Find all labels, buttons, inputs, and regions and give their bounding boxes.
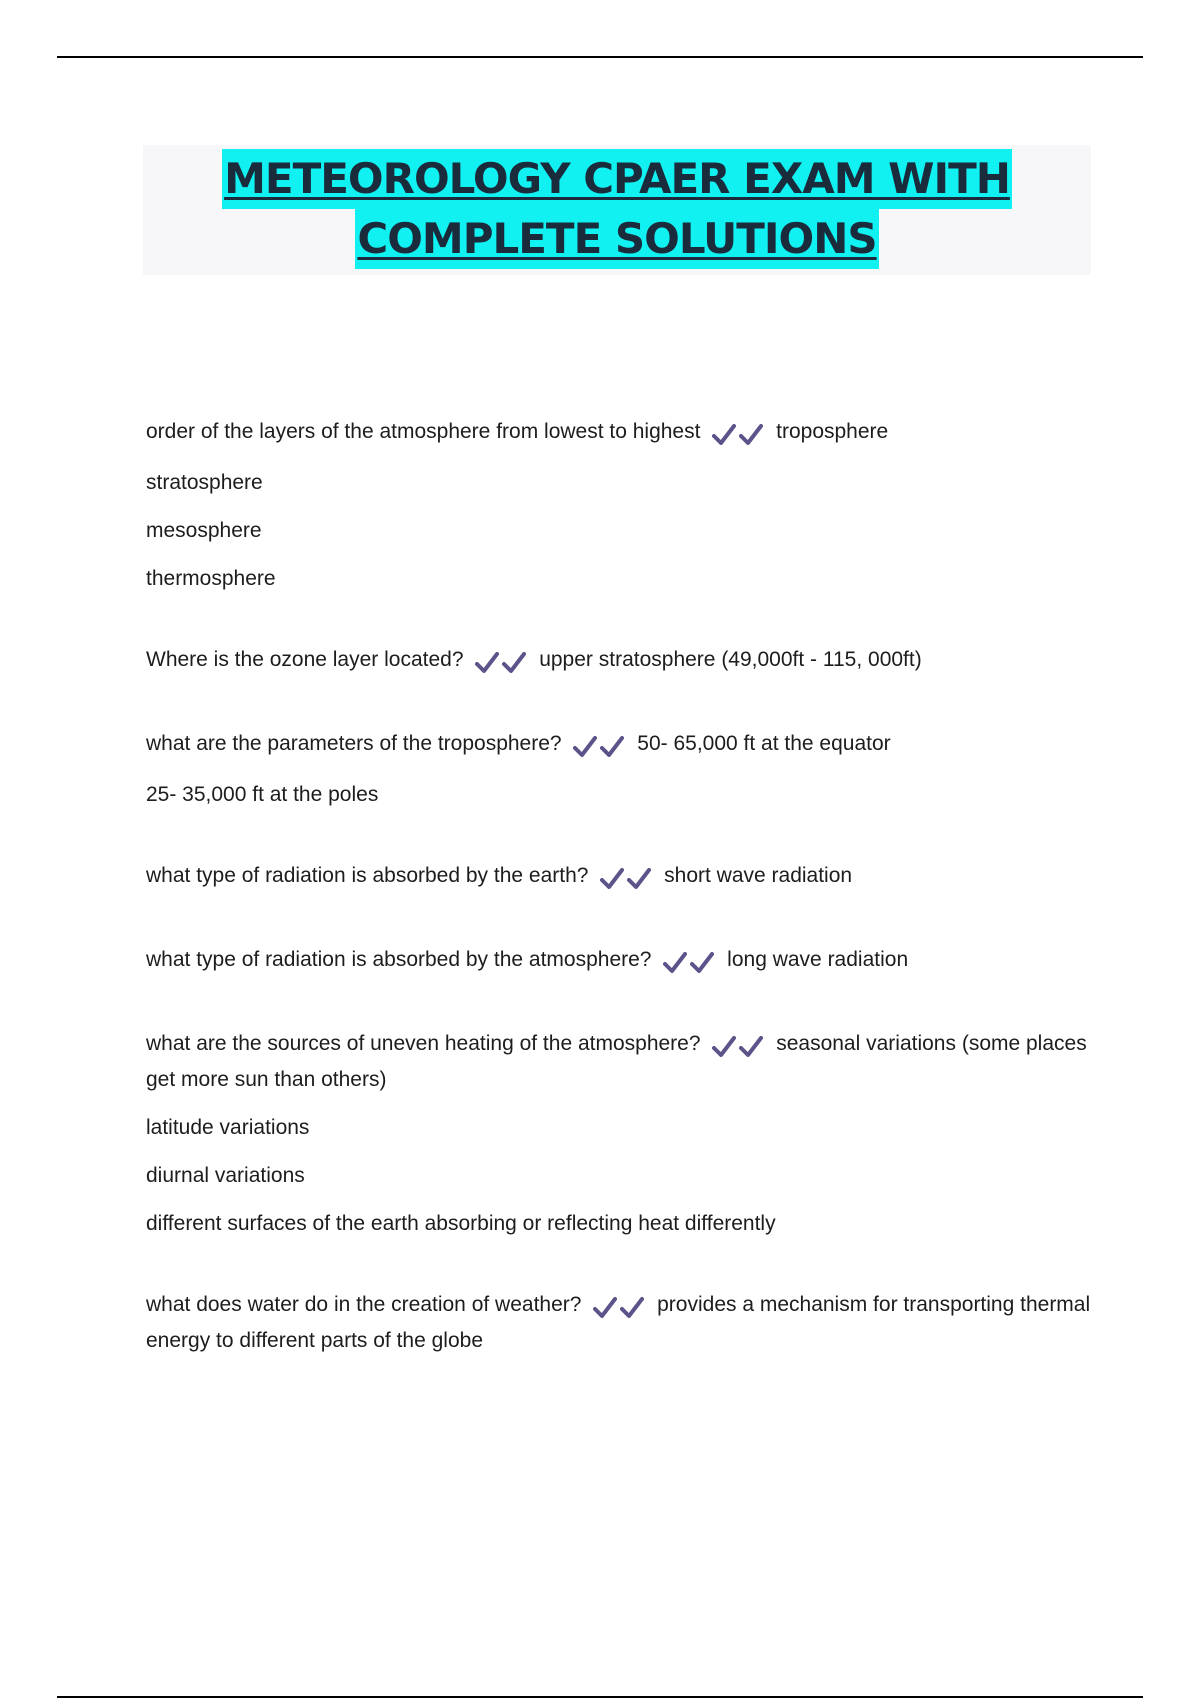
answer-line: latitude variations (146, 1116, 310, 1139)
double-check-icon (573, 730, 627, 763)
answer-text: troposphere (776, 420, 889, 443)
question-text: order of the layers of the atmosphere from lowest to highest (146, 420, 701, 443)
qa-first-line (146, 643, 1096, 679)
answer-text: seasonal variations (some places get more sun than others) (146, 1032, 1087, 1091)
answer-text: provides a mechanism for transporting thermal energy to different parts of the globe (146, 1293, 1091, 1352)
answer-line: different surfaces of the earth absorbing or reflecting heat differently (146, 1212, 776, 1235)
qa-item (146, 643, 1096, 679)
qa-first-line (146, 415, 1096, 451)
double-check-icon (712, 418, 766, 451)
question-text: what type of radiation is absorbed by the atmosphere? (146, 948, 652, 971)
qa-item (146, 943, 1096, 979)
double-check-icon (600, 862, 654, 895)
answer-line: thermosphere (146, 567, 276, 590)
qa-list (146, 415, 1096, 1405)
answer-line: stratosphere (146, 471, 263, 494)
qa-item (146, 859, 1096, 895)
answer-line: mesosphere (146, 519, 262, 542)
qa-first-line (146, 727, 1096, 763)
qa-item (146, 1288, 1096, 1357)
qa-item (146, 727, 1096, 811)
document-title-line-2: COMPLETE SOLUTIONS (355, 209, 878, 269)
double-check-icon (593, 1291, 647, 1324)
qa-first-line (146, 1027, 1096, 1096)
qa-item (146, 415, 1096, 595)
double-check-icon (712, 1030, 766, 1063)
top-rule (57, 56, 1143, 58)
double-check-icon (663, 946, 717, 979)
answer-text: long wave radiation (727, 948, 909, 971)
double-check-icon (475, 646, 529, 679)
question-text: Where is the ozone layer located? (146, 648, 464, 671)
qa-first-line (146, 943, 1096, 979)
title-banner (143, 145, 1091, 275)
qa-item (146, 1027, 1096, 1240)
question-text: what does water do in the creation of weather? (146, 1293, 582, 1316)
qa-first-line (146, 859, 1096, 895)
qa-first-line (146, 1288, 1096, 1357)
question-text: what are the sources of uneven heating of the atmosphere? (146, 1032, 701, 1055)
question-text: what type of radiation is absorbed by the earth? (146, 864, 589, 887)
bottom-rule (57, 1696, 1143, 1698)
question-text: what are the parameters of the troposphere? (146, 732, 562, 755)
answer-text: upper stratosphere (49,000ft - 115, 000ft) (539, 648, 922, 671)
document-title-line-1: METEOROLOGY CPAER EXAM WITH (222, 149, 1012, 209)
answer-line: 25- 35,000 ft at the poles (146, 783, 379, 806)
answer-line: diurnal variations (146, 1164, 305, 1187)
answer-text: 50- 65,000 ft at the equator (637, 732, 891, 755)
answer-text: short wave radiation (664, 864, 853, 887)
